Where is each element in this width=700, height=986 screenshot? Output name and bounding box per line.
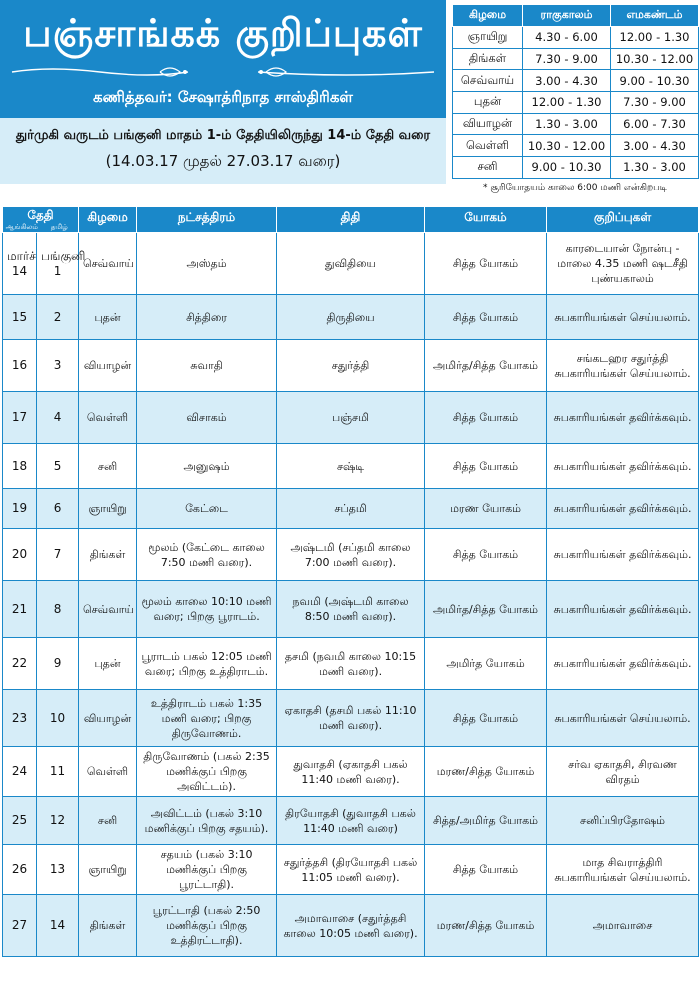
table-row: [3, 529, 699, 581]
day-cell: வியாழன்: [79, 340, 137, 392]
header-date-tamil: தமிழ்: [50, 223, 68, 231]
english-date-cell: 20: [3, 529, 37, 581]
table-row: [3, 392, 699, 444]
note-cell: சுபகாரியங்கள் செய்யலாம்.: [547, 295, 699, 340]
tamil-date-cell: 6: [37, 489, 79, 529]
header-banner: [0, 0, 446, 118]
ema-time-cell: 7.30 - 9.00: [611, 92, 699, 114]
ema-time-cell: 6.00 - 7.30: [611, 113, 699, 135]
star-cell: உத்திராடம் பகல் 1:35 மணி வரை; பிறகு திருவோணம்.: [137, 690, 277, 747]
tamil-date-cell: 3: [37, 340, 79, 392]
rahu-day-cell: சனி: [453, 157, 523, 179]
note-cell: சனிப்பிரதோஷம்: [547, 797, 699, 845]
thithi-cell: துவாதசி (ஏகாதசி பகல் 11:40 மணி வரை).: [277, 747, 425, 797]
panchangam-table: [2, 206, 699, 957]
rahu-table-row: [453, 27, 699, 49]
english-date-cell: 17: [3, 392, 37, 444]
rahu-time-cell: 12.00 - 1.30: [523, 92, 611, 114]
rahu-table-row: [453, 157, 699, 179]
thithi-cell: துவிதியை: [277, 233, 425, 295]
star-cell: அஸ்தம்: [137, 233, 277, 295]
author-line: கணித்தவர்: சேஷாத்ரிநாத சாஸ்திரிகள்: [93, 88, 353, 106]
note-cell: மாத சிவராத்திரி சுபகாரியங்கள் செய்யலாம்.: [547, 845, 699, 895]
star-cell: மூலம் காலை 10:10 மணி வரை; பிறகு பூராடம்.: [137, 581, 277, 638]
day-cell: புதன்: [79, 295, 137, 340]
english-date-cell: 22: [3, 638, 37, 690]
ema-time-cell: 12.00 - 1.30: [611, 27, 699, 49]
rahu-kalam-table: [452, 4, 699, 179]
left-flourish-ornament: [10, 64, 190, 80]
star-cell: பூரட்டாதி (பகல் 2:50 மணிக்குப் பிறகு உத்திரட்டாதி).: [137, 895, 277, 957]
table-row: [3, 489, 699, 529]
yogam-cell: அமிர்த/சித்த யோகம்: [425, 340, 547, 392]
tamil-date-cell: 4: [37, 392, 79, 444]
day-cell: சனி: [79, 797, 137, 845]
rahu-time-cell: 4.30 - 6.00: [523, 27, 611, 49]
thithi-cell: திருதியை: [277, 295, 425, 340]
rahu-time-cell: 10.30 - 12.00: [523, 135, 611, 157]
rahu-day-cell: ஞாயிறு: [453, 27, 523, 49]
rahu-time-cell: 7.30 - 9.00: [523, 48, 611, 70]
rahu-time-cell: 9.00 - 10.30: [523, 157, 611, 179]
rahu-day-cell: புதன்: [453, 92, 523, 114]
day-cell: வெள்ளி: [79, 747, 137, 797]
header-date-english: ஆங்கிலம்: [5, 223, 38, 231]
table-row: [3, 340, 699, 392]
yogam-cell: சித்த யோகம்: [425, 233, 547, 295]
day-cell: செவ்வாய்: [79, 581, 137, 638]
english-date-cell: 19: [3, 489, 37, 529]
note-cell: அமாவாசை: [547, 895, 699, 957]
thithi-cell: சதுர்த்தசி (திரயோதசி பகல் 11:05 மணி வரை).: [277, 845, 425, 895]
header-date-sub: [3, 223, 78, 231]
rahu-header-rahu: ராகுகாலம்: [523, 5, 611, 27]
ema-time-cell: 3.00 - 4.30: [611, 135, 699, 157]
rahu-header-day: கிழமை: [453, 5, 523, 27]
tamil-date-cell: 9: [37, 638, 79, 690]
yogam-cell: மரண/சித்த யோகம்: [425, 747, 547, 797]
english-date-cell: 21: [3, 581, 37, 638]
tamil-date-cell: 5: [37, 444, 79, 489]
header-date: [3, 207, 79, 233]
header-notes: குறிப்புகள்: [547, 207, 699, 233]
tamil-date-cell: 8: [37, 581, 79, 638]
sunrise-note: * சூரியோதயம் காலை 6:00 மணி என்கிறபடி: [483, 183, 667, 193]
ema-time-cell: 9.00 - 10.30: [611, 70, 699, 92]
table-row: [3, 295, 699, 340]
table-row: [3, 690, 699, 747]
right-flourish-ornament: [256, 64, 436, 80]
table-row: [3, 581, 699, 638]
english-date-cell: 27: [3, 895, 37, 957]
ema-time-cell: 1.30 - 3.00: [611, 157, 699, 179]
english-date-cell: மார்ச் 14: [3, 233, 37, 295]
yogam-cell: சித்த/அமிர்த யோகம்: [425, 797, 547, 845]
note-cell: காரடையான் நோன்பு - மாலை 4.35 மணி ஷடசீதி புண்யகாலம்: [547, 233, 699, 295]
day-cell: ஞாயிறு: [79, 845, 137, 895]
date-range: (14.03.17 முதல் 27.03.17 வரை): [105, 152, 341, 170]
star-cell: பூராடம் பகல் 12:05 மணி வரை; பிறகு உத்திராடம்.: [137, 638, 277, 690]
header-thithi: திதி: [277, 207, 425, 233]
rahu-time-cell: 1.30 - 3.00: [523, 113, 611, 135]
table-row: [3, 845, 699, 895]
note-cell: சுபகாரியங்கள் தவிர்க்கவும்.: [547, 489, 699, 529]
day-cell: திங்கள்: [79, 895, 137, 957]
yogam-cell: சித்த யோகம்: [425, 444, 547, 489]
english-date-cell: 15: [3, 295, 37, 340]
rahu-day-cell: செவ்வாய்: [453, 70, 523, 92]
header-day: கிழமை: [79, 207, 137, 233]
star-cell: சுவாதி: [137, 340, 277, 392]
thithi-cell: அமாவாசை (சதுர்த்தசி காலை 10:05 மணி வரை).: [277, 895, 425, 957]
yogam-cell: சித்த யோகம்: [425, 845, 547, 895]
tamil-date-cell: 11: [37, 747, 79, 797]
header-star: நட்சத்திரம்: [137, 207, 277, 233]
thithi-cell: சஷ்டி: [277, 444, 425, 489]
star-cell: கேட்டை: [137, 489, 277, 529]
yogam-cell: மரண/சித்த யோகம்: [425, 895, 547, 957]
period-line: துர்முகி வருடம் பங்குனி மாதம் 1-ம் தேதியிலிருந்து 14-ம் தேதி வரை: [15, 128, 431, 143]
note-cell: சுபகாரியங்கள் தவிர்க்கவும்.: [547, 638, 699, 690]
rahu-header-ema: எமகண்டம்: [611, 5, 699, 27]
tamil-date-cell: 12: [37, 797, 79, 845]
thithi-cell: நவமி (அஷ்டமி காலை 8:50 மணி வரை).: [277, 581, 425, 638]
thithi-cell: ஏகாதசி (தசமி பகல் 11:10 மணி வரை).: [277, 690, 425, 747]
star-cell: திருவோணம் (பகல் 2:35 மணிக்குப் பிறகு அவிட்டம்).: [137, 747, 277, 797]
thithi-cell: அஷ்டமி (சப்தமி காலை 7:00 மணி வரை).: [277, 529, 425, 581]
yogam-cell: அமிர்த யோகம்: [425, 638, 547, 690]
star-cell: விசாகம்: [137, 392, 277, 444]
rahu-table-row: [453, 70, 699, 92]
yogam-cell: மரண யோகம்: [425, 489, 547, 529]
thithi-cell: சதுர்த்தி: [277, 340, 425, 392]
tamil-date-cell: 7: [37, 529, 79, 581]
table-row: [3, 444, 699, 489]
english-date-cell: 16: [3, 340, 37, 392]
thithi-cell: திரயோதசி (துவாதசி பகல் 11:40 மணி வரை): [277, 797, 425, 845]
rahu-table-row: [453, 113, 699, 135]
english-date-cell: 23: [3, 690, 37, 747]
tamil-date-cell: பங்குனி 1: [37, 233, 79, 295]
yogam-cell: சித்த யோகம்: [425, 529, 547, 581]
day-cell: திங்கள்: [79, 529, 137, 581]
rahu-table-row: [453, 92, 699, 114]
thithi-cell: தசமி (நவமி காலை 10:15 மணி வரை).: [277, 638, 425, 690]
star-cell: சதயம் (பகல் 3:10 மணிக்குப் பிறகு பூரட்டாதி).: [137, 845, 277, 895]
note-cell: சங்கடஹர சதுர்த்தி சுபகாரியங்கள் செய்யலாம்.: [547, 340, 699, 392]
table-row: [3, 233, 699, 295]
day-cell: செவ்வாய்: [79, 233, 137, 295]
main-table-header: [3, 207, 699, 233]
star-cell: அனுஷம்: [137, 444, 277, 489]
table-row: [3, 797, 699, 845]
day-cell: புதன்: [79, 638, 137, 690]
star-cell: மூலம் (கேட்டை காலை 7:50 மணி வரை).: [137, 529, 277, 581]
rahu-time-cell: 3.00 - 4.30: [523, 70, 611, 92]
page-title: பஞ்சாங்கக் குறிப்புகள்: [23, 11, 423, 55]
note-cell: சர்வ ஏகாதசி, சிரவண விரதம்: [547, 747, 699, 797]
thithi-cell: சப்தமி: [277, 489, 425, 529]
yogam-cell: சித்த யோகம்: [425, 295, 547, 340]
note-cell: சுபகாரியங்கள் தவிர்க்கவும்.: [547, 392, 699, 444]
tamil-date-cell: 13: [37, 845, 79, 895]
day-cell: வெள்ளி: [79, 392, 137, 444]
rahu-day-cell: வெள்ளி: [453, 135, 523, 157]
yogam-cell: அமிர்த/சித்த யோகம்: [425, 581, 547, 638]
rahu-table-header: [453, 5, 699, 27]
yogam-cell: சித்த யோகம்: [425, 690, 547, 747]
rahu-table-row: [453, 135, 699, 157]
star-cell: அவிட்டம் (பகல் 3:10 மணிக்குப் பிறகு சதயம்).: [137, 797, 277, 845]
english-date-cell: 25: [3, 797, 37, 845]
table-row: [3, 638, 699, 690]
rahu-day-cell: வியாழன்: [453, 113, 523, 135]
english-date-cell: 18: [3, 444, 37, 489]
english-date-cell: 26: [3, 845, 37, 895]
note-cell: சுபகாரியங்கள் செய்யலாம்.: [547, 690, 699, 747]
period-band: [0, 118, 446, 184]
day-cell: வியாழன்: [79, 690, 137, 747]
header-date-label: தேதி: [27, 208, 54, 222]
rahu-table-row: [453, 48, 699, 70]
tamil-date-cell: 10: [37, 690, 79, 747]
yogam-cell: சித்த யோகம்: [425, 392, 547, 444]
english-date-cell: 24: [3, 747, 37, 797]
thithi-cell: பஞ்சமி: [277, 392, 425, 444]
day-cell: ஞாயிறு: [79, 489, 137, 529]
rahu-day-cell: திங்கள்: [453, 48, 523, 70]
tamil-date-cell: 14: [37, 895, 79, 957]
header-yogam: யோகம்: [425, 207, 547, 233]
star-cell: சித்திரை: [137, 295, 277, 340]
note-cell: சுபகாரியங்கள் தவிர்க்கவும்.: [547, 581, 699, 638]
table-row: [3, 895, 699, 957]
ema-time-cell: 10.30 - 12.00: [611, 48, 699, 70]
tamil-date-cell: 2: [37, 295, 79, 340]
table-row: [3, 747, 699, 797]
note-cell: சுபகாரியங்கள் தவிர்க்கவும்.: [547, 444, 699, 489]
note-cell: சுபகாரியங்கள் தவிர்க்கவும்.: [547, 529, 699, 581]
day-cell: சனி: [79, 444, 137, 489]
